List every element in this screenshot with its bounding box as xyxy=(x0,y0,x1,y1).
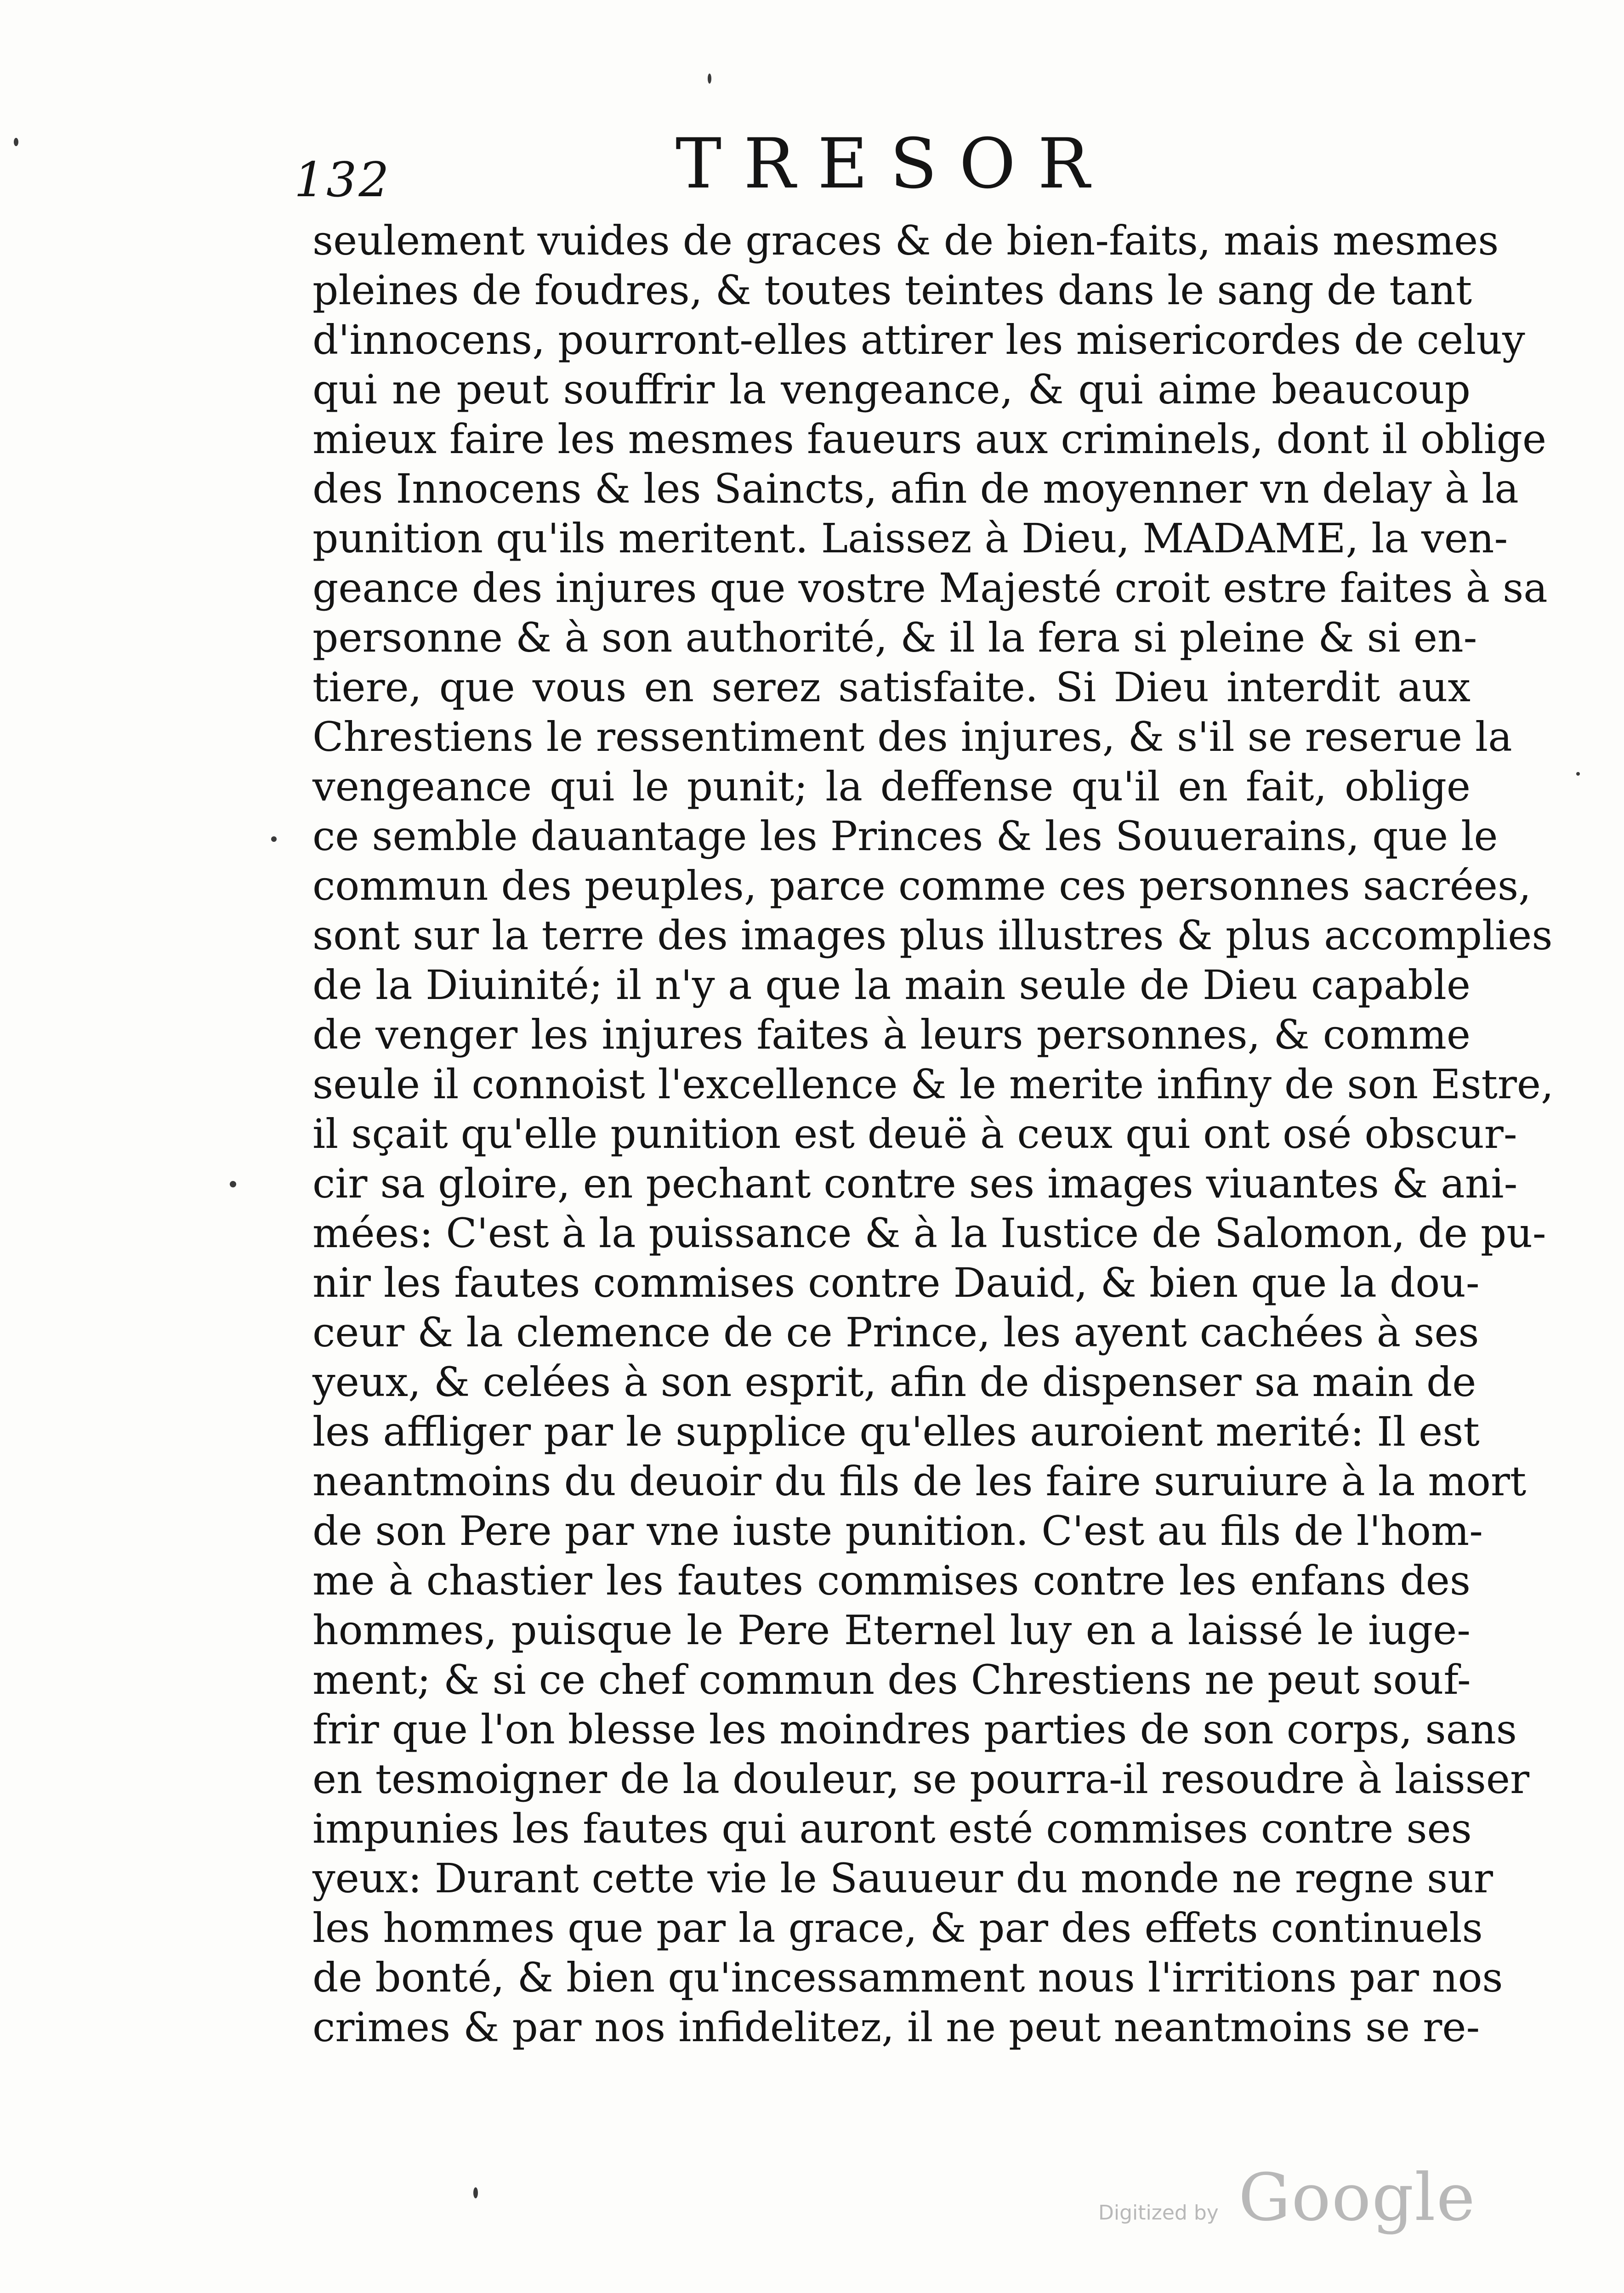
text-line: qui ne peut souffrir la vengeance, & qui aime beaucoup xyxy=(312,366,1471,413)
text-line: il sçait qu'elle punition est deuë à ceux qui ont osé obscur- xyxy=(312,1110,1517,1158)
scan-speck xyxy=(271,836,277,842)
text-line: mées: C'est à la puissance & à la Iustice de Salomon, de pu- xyxy=(312,1209,1546,1257)
text-line: de son Pere par vne iuste punition. C'est au fils de l'hom- xyxy=(312,1507,1483,1555)
text-line: en tesmoigner de la douleur, se pourra-il resoudre à laisser xyxy=(312,1755,1530,1803)
text-line: impunies les fautes qui auront esté commises contre ses xyxy=(312,1805,1472,1852)
text-line: ce semble dauantage les Princes & les Souuerains, que le xyxy=(312,812,1498,860)
scan-speck xyxy=(14,138,18,146)
text-line: personne & à son authorité, & il la fera si pleine & si en- xyxy=(312,614,1477,661)
text-line: neantmoins du deuoir du fils de les faire suruiure à la mort xyxy=(312,1458,1527,1505)
text-line: pleines de foudres, & toutes teintes dans le sang de tant xyxy=(312,267,1472,314)
text-line: punition qu'ils meritent. Laissez à Dieu, MADAME, la ven- xyxy=(312,515,1508,562)
text-line: d'innocens, pourront-elles attirer les misericordes de celuy xyxy=(312,316,1525,363)
text-line: seulement vuides de graces & de bien-faits, mais mesmes xyxy=(312,217,1499,264)
text-line: commun des peuples, parce comme ces personnes sacrées, xyxy=(312,862,1532,909)
text-line: les hommes que par la grace, & par des effets continuels xyxy=(312,1904,1483,1952)
text-line: vengeance qui le punit; la deffense qu'il en fait, oblige xyxy=(312,763,1471,810)
running-head xyxy=(294,124,1507,216)
page-number: 132 xyxy=(294,152,391,208)
text-line: frir que l'on blesse les moindres parties de son corps, sans xyxy=(312,1706,1517,1753)
text-line: nir les fautes commises contre Dauid, & bien que la dou- xyxy=(312,1259,1480,1306)
running-title: TRESOR xyxy=(676,124,1112,204)
text-line: Chrestiens le ressentiment des injures, & s'il se reserue la xyxy=(312,713,1512,761)
text-line: seule il connoist l'excellence & le merite infiny de son Estre, xyxy=(312,1061,1554,1108)
text-line: geance des injures que vostre Majesté croit estre faites à sa xyxy=(312,564,1548,612)
scan-speck xyxy=(230,1181,236,1187)
text-line: me à chastier les fautes commises contre les enfans des xyxy=(312,1557,1471,1604)
text-line: sont sur la terre des images plus illustres & plus accomplies xyxy=(312,912,1553,959)
text-line: ment; & si ce chef commun des Chrestiens ne peut souf- xyxy=(312,1656,1471,1703)
digitized-watermark xyxy=(1098,2160,1476,2236)
text-line: mieux faire les mesmes faueurs aux criminels, dont il oblige xyxy=(312,415,1547,463)
text-line: de bonté, & bien qu'incessamment nous l'irritions par nos xyxy=(312,1954,1503,2001)
text-line: yeux: Durant cette vie le Sauueur du monde ne regne sur xyxy=(312,1855,1493,1902)
text-line: tiere, que vous en serez satisfaite. Si Dieu interdit aux xyxy=(312,664,1471,711)
text-line: yeux, & celées à son esprit, afin de dispenser sa main de xyxy=(312,1358,1476,1406)
text-line: des Innocens & les Saincts, afin de moyenner vn delay à la xyxy=(312,465,1519,512)
text-line: cir sa gloire, en pechant contre ses images viuantes & ani- xyxy=(312,1160,1518,1207)
scan-speck xyxy=(708,74,711,84)
watermark-label: Digitized by xyxy=(1098,2201,1219,2225)
text-line: les affliger par le supplice qu'elles auroient merité: Il est xyxy=(312,1408,1480,1455)
body-text xyxy=(312,216,1554,2052)
text-line: hommes, puisque le Pere Eternel luy en a laissé le iuge- xyxy=(312,1606,1471,1654)
google-logo: Google xyxy=(1238,2160,1476,2236)
text-line: crimes & par nos infidelitez, il ne peut neantmoins se re- xyxy=(312,2004,1480,2051)
scan-speck xyxy=(1576,772,1580,776)
text-line: de la Diuinité; il n'y a que la main seule de Dieu capable xyxy=(312,961,1471,1009)
text-line: de venger les injures faites à leurs personnes, & comme xyxy=(312,1011,1471,1058)
scan-speck xyxy=(473,2187,478,2198)
text-line: ceur & la clemence de ce Prince, les ayent cachées à ses xyxy=(312,1309,1479,1356)
